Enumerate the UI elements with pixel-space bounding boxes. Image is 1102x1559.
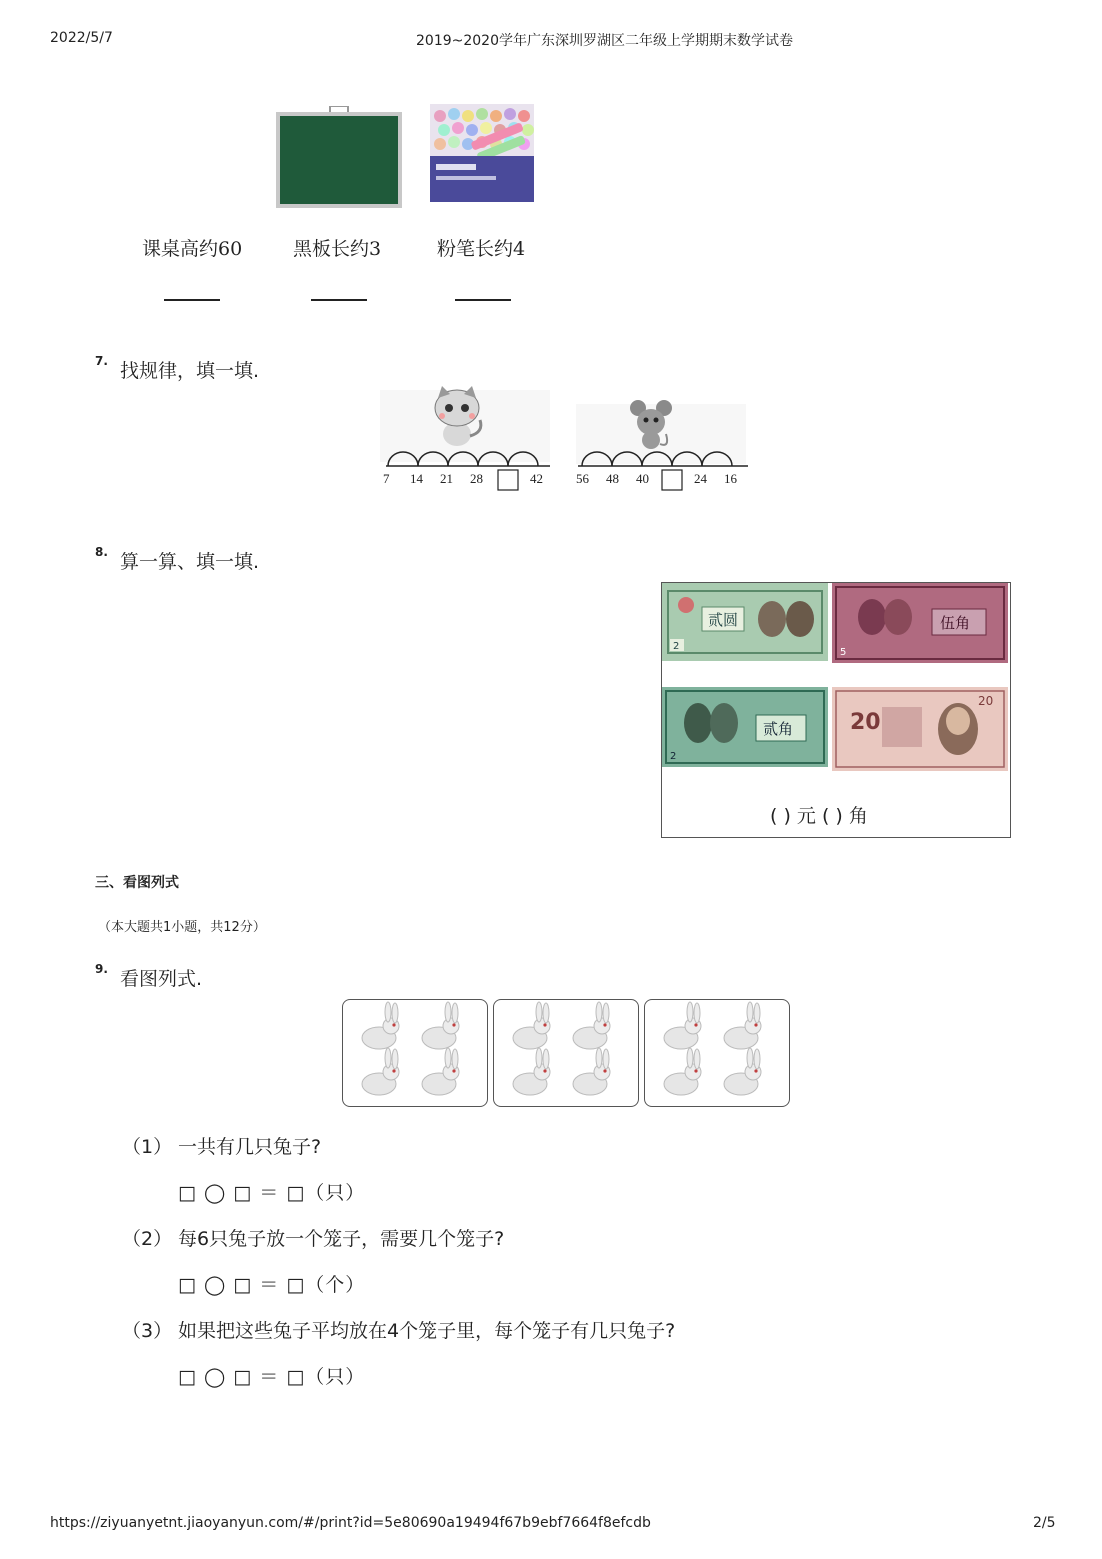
cat-line-answer-box bbox=[498, 470, 518, 490]
sub-question-1-text: 一共有几只兔子? bbox=[178, 1136, 322, 1158]
money-panel bbox=[661, 582, 1011, 838]
question-9-number: 9. bbox=[95, 962, 108, 976]
chalk-box-image bbox=[430, 104, 534, 202]
sub-question-2-formula[interactable]: □ ◯ □ ＝ □（个） bbox=[178, 1274, 366, 1296]
svg-text:5: 5 bbox=[840, 647, 847, 658]
mouse-line-value-2: 48 bbox=[606, 471, 619, 486]
mouse-line-value-6: 16 bbox=[724, 471, 737, 486]
rabbit-icon bbox=[573, 1048, 610, 1095]
rabbit-cage-1 bbox=[342, 999, 488, 1107]
mouse-number-line bbox=[572, 396, 752, 494]
rabbit-icon bbox=[664, 1002, 701, 1049]
rabbit-icon bbox=[513, 1002, 550, 1049]
two-yuan-banknote bbox=[662, 583, 828, 661]
blackboard-image bbox=[276, 106, 402, 208]
svg-text:贰圆: 贰圆 bbox=[708, 611, 739, 629]
mouse-line-value-5: 24 bbox=[694, 471, 707, 486]
svg-text:20: 20 bbox=[850, 710, 881, 735]
answer-blank-blackboard[interactable] bbox=[311, 299, 367, 301]
svg-text:20: 20 bbox=[978, 694, 994, 708]
rabbit-icon bbox=[664, 1048, 701, 1095]
section-3-title: 三、看图列式 bbox=[95, 875, 179, 891]
question-8-text: 算一算、填一填. bbox=[120, 551, 260, 573]
blackboard-length-label: 黑板长约3 bbox=[293, 238, 382, 260]
cat-line-value-6: 42 bbox=[530, 471, 543, 486]
cat-number-line bbox=[380, 386, 556, 494]
footer-url[interactable]: https://ziyuanyetnt.jiaoyanyun.com/#/print?id=5e80690a19494f67b9ebf7664f8efcdb bbox=[50, 1515, 651, 1531]
twenty-yuan-banknote bbox=[832, 687, 1010, 771]
rabbit-cage-3 bbox=[644, 999, 790, 1107]
rabbit-icon bbox=[362, 1048, 399, 1095]
rabbit-icon bbox=[724, 1048, 761, 1095]
sub-question-2-text: 每6只兔子放一个笼子，需要几个笼子? bbox=[178, 1228, 505, 1250]
question-9-text: 看图列式. bbox=[120, 968, 203, 990]
sub-question-2-label: （2） bbox=[122, 1228, 173, 1250]
section-3-note: （本大题共1小题，共12分） bbox=[98, 920, 266, 935]
sub-question-3-formula[interactable]: □ ◯ □ ＝ □（只） bbox=[178, 1366, 366, 1388]
svg-text:2: 2 bbox=[673, 641, 680, 652]
mouse-line-value-3: 40 bbox=[636, 471, 649, 486]
header-date: 2022/5/7 bbox=[50, 30, 113, 46]
mouse-line-answer-box bbox=[662, 470, 682, 490]
rabbit-icon bbox=[573, 1002, 610, 1049]
svg-text:伍角: 伍角 bbox=[940, 614, 971, 632]
mouse-line-value-1: 56 bbox=[576, 471, 589, 486]
sub-question-1-formula[interactable]: □ ◯ □ ＝ □（只） bbox=[178, 1182, 366, 1204]
rabbit-icon bbox=[362, 1002, 399, 1049]
cat-line-value-2: 14 bbox=[410, 471, 423, 486]
svg-text:贰角: 贰角 bbox=[763, 720, 794, 738]
footer-page-number: 2/5 bbox=[1033, 1515, 1056, 1531]
two-jiao-banknote bbox=[662, 687, 828, 767]
answer-blank-chalk[interactable] bbox=[455, 299, 511, 301]
cat-line-value-4: 28 bbox=[470, 471, 483, 486]
sub-question-1-label: （1） bbox=[122, 1136, 173, 1158]
desk-height-label: 课桌高约60 bbox=[142, 238, 243, 260]
cat-line-value-1: 7 bbox=[383, 471, 390, 486]
cat-line-value-3: 21 bbox=[440, 471, 453, 486]
sub-question-3-text: 如果把这些兔子平均放在4个笼子里，每个笼子有几只兔子? bbox=[178, 1320, 676, 1342]
rabbit-icon bbox=[724, 1002, 761, 1049]
chalk-length-label: 粉笔长约4 bbox=[437, 238, 526, 260]
rabbit-icon bbox=[422, 1002, 459, 1049]
rabbit-cage-2 bbox=[493, 999, 639, 1107]
rabbit-icon bbox=[513, 1048, 550, 1095]
rabbit-icon bbox=[422, 1048, 459, 1095]
question-7-text: 找规律，填一填. bbox=[120, 360, 260, 382]
header-title: 2019~2020学年广东深圳罗湖区二年级上学期期末数学试卷 bbox=[416, 33, 793, 49]
sub-question-3-label: （3） bbox=[122, 1320, 173, 1342]
question-8-number: 8. bbox=[95, 545, 108, 559]
svg-text:2: 2 bbox=[670, 751, 677, 762]
answer-blank-desk[interactable] bbox=[164, 299, 220, 301]
question-7-number: 7. bbox=[95, 354, 108, 368]
five-jiao-banknote bbox=[832, 583, 1010, 663]
money-answer: ( ) 元 ( ) 角 bbox=[770, 805, 868, 827]
